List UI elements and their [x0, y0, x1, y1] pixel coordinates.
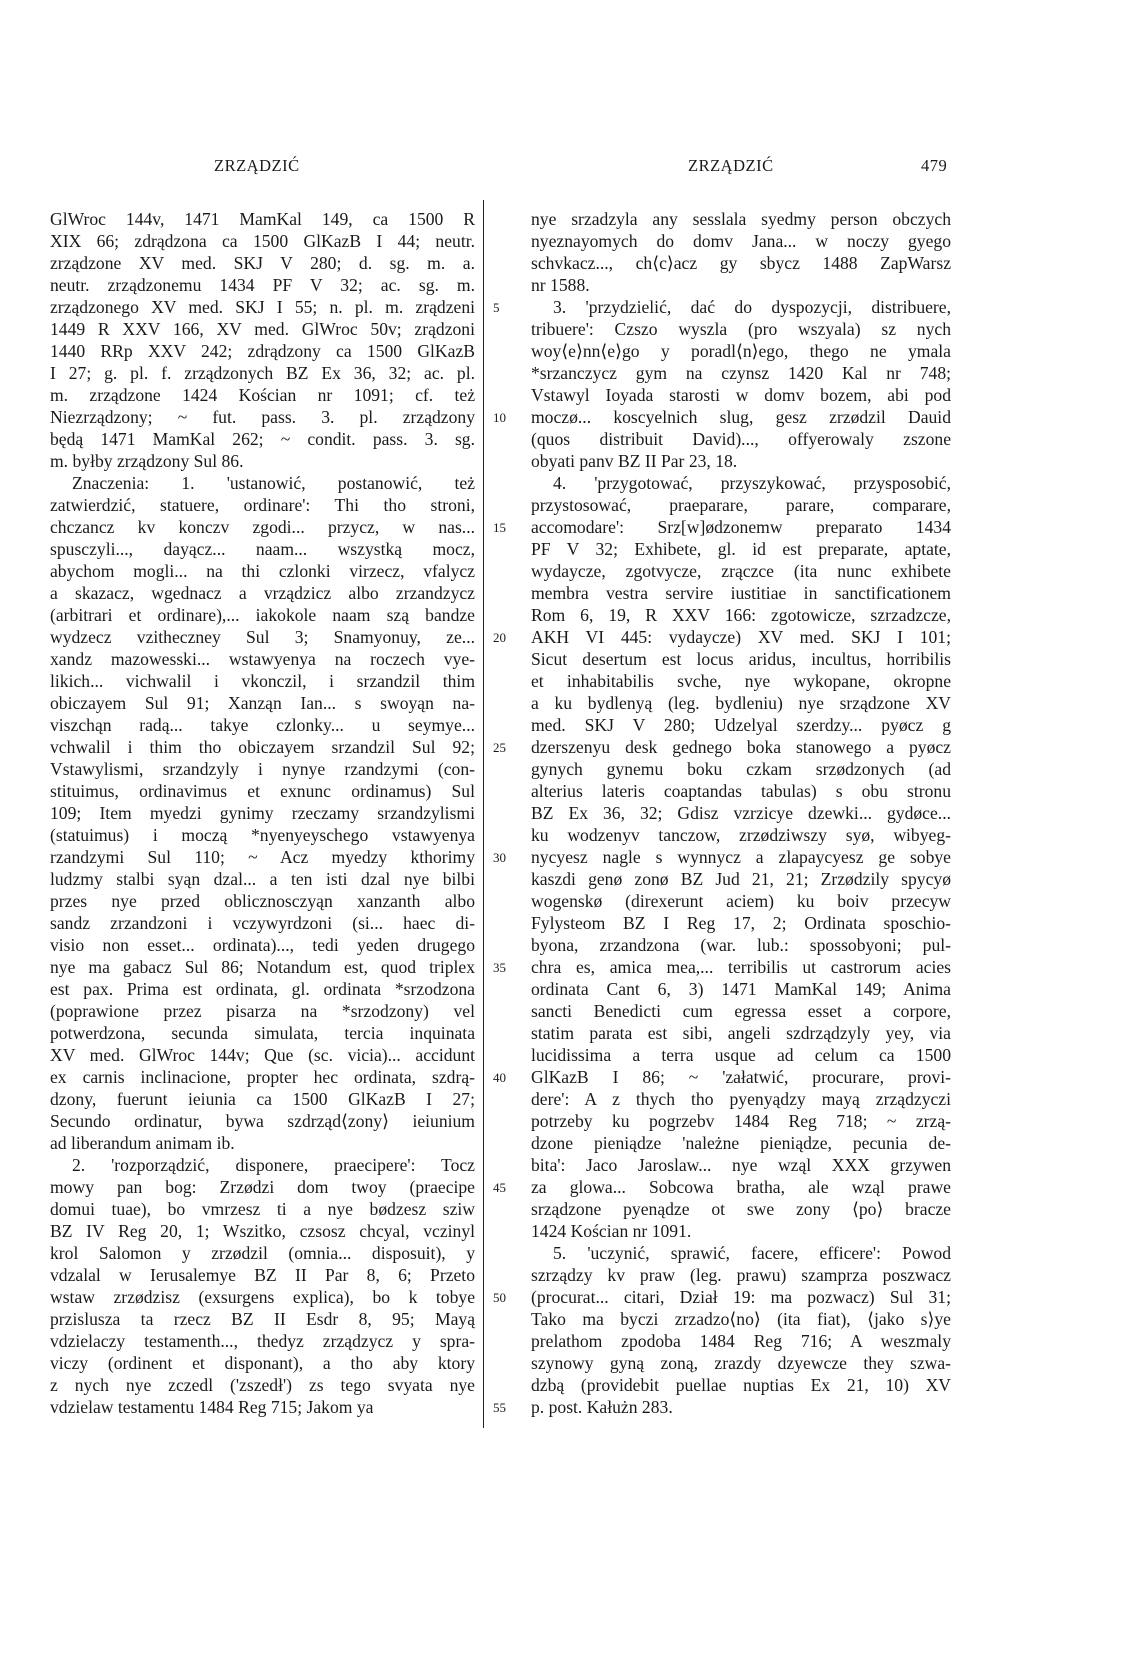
left-column-line: BZ IV Reg 20, 1; Wszitko, czsosz chcyal, vczinyl [50, 1221, 475, 1241]
right-column-line: wydaycze, zgotvycze, zrączce (ita nunc exhibete [531, 561, 951, 581]
right-column-line: GlKazB I 86; ~ 'załatwić, procurare, provi- [531, 1067, 951, 1087]
right-column-line: dzone pieniądze 'należne pieniądze, pecunia de- [531, 1133, 951, 1153]
line-number: 10 [493, 410, 506, 425]
right-column-line: chra es, amica mea,... terribilis ut castrorum acies [531, 957, 951, 977]
right-column-line: kaszdi genø zonø BZ Jud 21, 21; Zrzødzily spycyø [531, 869, 951, 889]
line-number: 30 [493, 850, 506, 865]
left-column-line: 1440 RRp XXV 242; zdrądzony ca 1500 GlKazB [50, 341, 475, 361]
line-number: 5 [493, 300, 500, 315]
right-column [531, 208, 951, 1418]
running-head-right: ZRZĄDZIĆ [688, 156, 774, 175]
right-column-line: (procurat... citari, Dział 19: ma pozwacz) Sul 31; [531, 1287, 951, 1307]
line-number: 25 [493, 740, 506, 755]
right-column-line: PF V 32; Exhibete, gl. id est preparate, aptate, [531, 539, 951, 559]
left-column-line: sandz zrzandzoni i vczywyrdzoni (si... haec di- [50, 913, 475, 933]
right-column-line: ordinata Cant 6, 3) 1471 MamKal 149; Anima [531, 979, 951, 999]
right-column-line: (quos distribuit David)..., offyerowaly zszone [531, 429, 951, 449]
right-column-line: potrzeby ku pogrzebv 1484 Reg 718; ~ zrzą- [531, 1111, 951, 1131]
line-number: 35 [493, 960, 506, 975]
line-number: 40 [493, 1070, 506, 1085]
left-column-line: vdzielaw testamentu 1484 Reg 715; Jakom ya [50, 1397, 374, 1417]
right-column-line: sancti Benedicti cum egressa esset a corpore, [531, 1001, 951, 1021]
left-column-line: mowy pan bog: Zrzødzi dom twoy (praecipe [50, 1177, 475, 1197]
right-column-line: za glowa... Sobcowa bratha, ale wząl prawe [531, 1177, 951, 1197]
right-column-line: gynych gynemu boku czkam srzødzonych (ad [531, 759, 951, 779]
left-column-line: przislusza ta rzecz BZ II Esdr 8, 95; Mayą [50, 1309, 475, 1329]
right-column-line: bita': Jaco Jaroslaw... nye wząl XXX grzywen [531, 1155, 951, 1175]
left-column-line: 2. 'rozporządzić, disponere, praecipere': Tocz [72, 1155, 475, 1175]
left-column-line: wydzecz vzitheczney Sul 3; Snamyonuy, ze... [50, 627, 475, 647]
column-divider [483, 200, 484, 1428]
left-column-line: Znaczenia: 1. 'ustanowić, postanowić, też [72, 473, 475, 493]
right-column-line: woy⟨e⟩nn⟨e⟩go y poradl⟨n⟩ego, thego ne ymala [531, 341, 951, 361]
line-number: 50 [493, 1290, 506, 1305]
left-column-line: XIX 66; zdrądzona ca 1500 GlKazB I 44; neutr. [50, 231, 475, 251]
left-column-line: zrządzonego XV med. SKJ I 55; n. pl. m. zrądzeni [50, 297, 475, 317]
left-column-line: Vstawylismi, srzandzyly i nynye rzandzymi (con- [50, 759, 475, 779]
left-column-line: nye ma gabacz Sul 86; Notandum est, quod triplex [50, 957, 475, 977]
right-column-line: 4. 'przygotować, przyszykować, przysposobić, [553, 473, 951, 493]
left-column-line: domui tuae), bo vmrzesz ti a nye bødzesz sziw [50, 1199, 475, 1219]
right-column-line: et inhabitabilis svche, nye wykopane, okropne [531, 671, 951, 691]
left-column-line: vdzalal w Ierusalemye BZ II Par 8, 6; Przeto [50, 1265, 475, 1285]
running-head-left: ZRZĄDZIĆ [214, 156, 300, 175]
left-column-line: GlWroc 144v, 1471 MamKal 149, ca 1500 R [50, 209, 475, 229]
left-column-line: wstaw zrzødzisz (exsurgens explica), bo k tobye [50, 1287, 475, 1307]
left-column-line: viczy (ordinent et disponant), a tho aby ktory [50, 1353, 475, 1373]
right-column-line: byona, zrzandzona (war. lub.: spossobyoni; pul- [531, 935, 951, 955]
left-column-line: będą 1471 MamKal 262; ~ condit. pass. 3. sg. [50, 429, 475, 449]
left-column-line: est pax. Prima est ordinata, gl. ordinata *srzodzona [50, 979, 475, 999]
left-column-line: stituimus, ordinavimus et exnunc ordinamus) Sul [50, 781, 475, 801]
left-column-line: krol Salomon y zrzødzil (omnia... disposuit), y [50, 1243, 475, 1263]
left-column-line: (statuimus) i moczą *nyenyeyschego vstawyenya [50, 825, 475, 845]
right-column-line: Fylysteom BZ I Reg 17, 2; Ordinata sposchio- [531, 913, 951, 933]
right-column-line: srządzone pyenądze ot swe zony ⟨po⟩ bracze [531, 1199, 951, 1219]
left-column-line: vchwalil i thim tho obiczayem srzandzil Sul 92; [50, 737, 475, 757]
right-column-line: Sicut desertum est locus aridus, incultus, horribilis [531, 649, 951, 669]
right-column-line: *srzanczycz gym na czynsz 1420 Kal nr 748; [531, 363, 951, 383]
right-column-line: 3. 'przydzielić, dać do dyspozycji, distribuere, [553, 297, 951, 317]
right-column-line: AKH VI 445: vydaycze) XV med. SKJ I 101; [531, 627, 951, 647]
left-column-line: xandz mazowesski... wstawyenya na roczech vye- [50, 649, 475, 669]
line-number: 45 [493, 1180, 506, 1195]
left-column-line: visio non esset... ordinata)..., tedi yeden drugego [50, 935, 475, 955]
right-column-line: obyati panv BZ II Par 23, 18. [531, 451, 738, 471]
right-column-line: a ku bydlenyą (leg. bydleniu) nye srządzone XV [531, 693, 951, 713]
left-column-line: 1449 R XXV 166, XV med. GlWroc 50v; zrądzoni [50, 319, 475, 339]
right-column-line: szynowy gyną zoną, zrazdy dzyewcze they szwa- [531, 1353, 951, 1373]
left-column-line: viszchąn radą... takye czlonky... u seymye... [50, 715, 475, 735]
right-column-line: dere': A z thych tho pyenyądzy mayą zrządzyczi [531, 1089, 951, 1109]
left-column-line: abychom mogli... na thi czlonki virzecz, vfalycz [50, 561, 475, 581]
left-column-line: ludzmy stalbi syąn dzal... a ten isti dzal nye bilbi [50, 869, 475, 889]
left-column-line: spusczyli..., dayącz... naam... wszystką mocz, [50, 539, 475, 559]
right-column-line: wogenskø (direxerunt aciem) ku boiv przecyw [531, 891, 951, 911]
left-column-line: dzony, fuerunt ieiunia ca 1500 GlKazB I 27; [50, 1089, 475, 1109]
left-column-line: I 27; g. pl. f. zrządzonych BZ Ex 36, 32; ac. pl. [50, 363, 475, 383]
right-column-line: schvkacz..., ch⟨c⟩acz gy sbycz 1488 ZapWarsz [531, 253, 951, 273]
right-column-line: lucidissima a terra usque ad celum ca 1500 [531, 1045, 951, 1065]
right-column-line: accomodare': Srz[w]ødzonemw preparato 1434 [531, 517, 951, 537]
right-column-line: med. SKJ V 280; Udzelyal szerdzy... pyøcz g [531, 715, 951, 735]
left-column-line: vdzielaczy testamenth..., thedyz zrządzycz y spra- [50, 1331, 475, 1351]
right-column-line: Tako ma byczi zrzadzo⟨no⟩ (ita fiat), ⟨jako s⟩ye [531, 1309, 951, 1329]
right-column-line: BZ Ex 36, 32; Gdisz vzrzicye dzewki... gydøce... [531, 803, 951, 823]
right-column-line: Vstawyl Ioyada starosti w domv bozem, abi pod [531, 385, 951, 405]
left-column-line: a skazacz, wgednacz a vrządzicz albo zrzandzycz [50, 583, 475, 603]
right-column-line: prelathom zpodoba 1484 Reg 716; A weszmaly [531, 1331, 951, 1351]
left-column-line: Niezrządzony; ~ fut. pass. 3. pl. zrządzony [50, 407, 475, 427]
left-column-line: Secundo ordinatur, bywa szdrząd⟨zony⟩ ieiunium [50, 1111, 475, 1131]
left-column-line: zrządzone XV med. SKJ V 280; d. sg. m. a. [50, 253, 475, 273]
right-column-line: membra vestra servire iustitiae in sanctificationem [531, 583, 951, 603]
left-column-line: z nych nye zczedl ('zszedł') zs tego svyata nye [50, 1375, 475, 1395]
right-column-line: nye srzadzyla any sesslala syedmy person obczych [531, 209, 951, 229]
left-column-line: 109; Item myedzi gynimy rzeczamy srzandzylismi [50, 803, 475, 823]
right-column-line: moczø... koscyelnich slug, gesz zrzødzil Dauid [531, 407, 951, 427]
left-column-line: ex carnis inclinacione, propter hec ordinata, szdrą- [50, 1067, 475, 1087]
right-column-line: przystosować, praeparare, parare, comparare, [531, 495, 951, 515]
line-number: 15 [493, 520, 506, 535]
left-column-line: rzandzymi Sul 110; ~ Acz myedzy kthorimy [50, 847, 475, 867]
line-number: 55 [493, 1400, 506, 1415]
left-column-line: likich... vichwalil i vkonczil, i srzandzil thim [50, 671, 475, 691]
right-column-line: dzbą (providebit puellae nuptias Ex 21, 10) XV [531, 1375, 951, 1395]
right-column-line: dzerszenyu desk gednego boka stanowego a pyøcz [531, 737, 951, 757]
left-column-line: ad liberandum animam ib. [50, 1133, 235, 1153]
right-column-line: statim parata est sibi, angeli szdrządzyly yey, via [531, 1023, 951, 1043]
right-column-line: 5. 'uczynić, sprawić, facere, efficere': Powod [553, 1243, 951, 1263]
left-column-line: (arbitrari et ordinare),... iakokole naam szą bandze [50, 605, 475, 625]
right-column-line: nyeznayomych do domv Jana... w noczy gyego [531, 231, 951, 251]
right-column-line: szrządzy kv praw (leg. prawu) szamprza poszwacz [531, 1265, 951, 1285]
line-number: 20 [493, 630, 506, 645]
right-column-line: nycyesz nagle s wynnycz a zlapaycyesz ge sobye [531, 847, 951, 867]
left-column-line: m. zrządzone 1424 Kościan nr 1091; cf. też [50, 385, 475, 405]
left-column-line: zatwierdzić, statuere, ordinare': Thi tho stroni, [50, 495, 475, 515]
right-column-line: p. post. Kałużn 283. [531, 1397, 673, 1417]
right-column-line: ku wodzenyv tanczow, zrzødziwszy syø, wibyeg- [531, 825, 951, 845]
left-column-line: przes nye przed oblicznosczyąn xanzanth albo [50, 891, 475, 911]
page-number: 479 [921, 156, 948, 175]
left-column-line: XV med. GlWroc 144v; Que (sc. vicia)... accidunt [50, 1045, 475, 1065]
right-column-line: alterius lateris coaptandas tabulas) s obu stronu [531, 781, 951, 801]
right-column-line: nr 1588. [531, 275, 590, 295]
right-column-line: 1424 Kościan nr 1091. [531, 1221, 692, 1241]
left-column-line: chczancz kv konczv zgodi... przycz, w nas... [50, 517, 475, 537]
left-column [50, 208, 475, 1418]
right-column-line: Rom 6, 19, R XXV 166: zgotowicze, szrzadzcze, [531, 605, 951, 625]
left-column-line: obiczayem Sul 91; Xanząn Ian... s swoyąn na- [50, 693, 475, 713]
left-column-line: m. byłby zrządzony Sul 86. [50, 451, 244, 471]
left-column-line: potwerdzona, secunda simulata, tercia inquinata [50, 1023, 475, 1043]
right-column-line: tribuere': Czszo wyszla (pro wszyala) sz nych [531, 319, 951, 339]
left-column-line: neutr. zrządzonemu 1434 PF V 32; ac. sg. m. [50, 275, 475, 295]
left-column-line: (poprawione przez pisarza na *srzodzony) vel [50, 1001, 475, 1021]
